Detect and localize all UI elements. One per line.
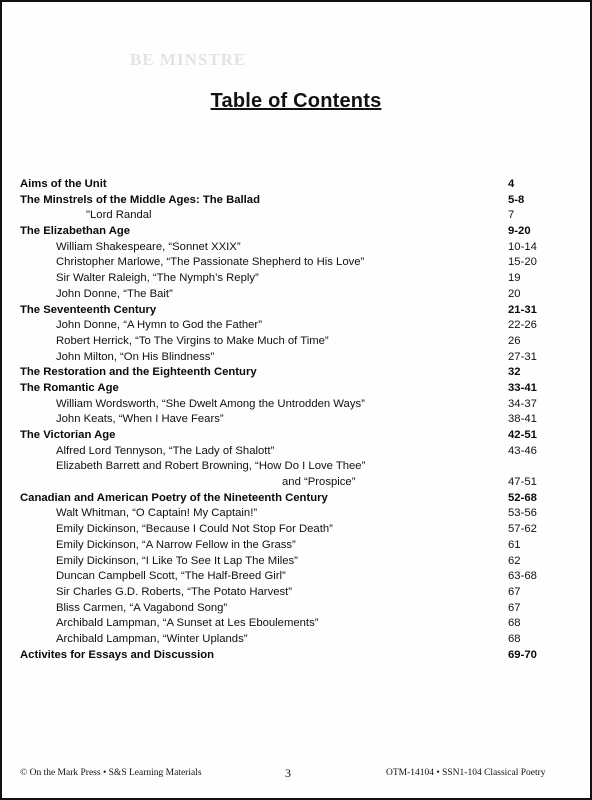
toc-item [20, 412, 580, 428]
toc-page: 32 [508, 366, 521, 379]
toc-item [20, 554, 580, 570]
toc-label: and “Prospice” [282, 476, 356, 489]
toc-page: 15-20 [508, 256, 537, 269]
toc-label: Canadian and American Poetry of the Nineteenth Century [20, 491, 328, 504]
toc-label: John Milton, “On His Blindness” [56, 350, 215, 363]
toc-label: The Victorian Age [20, 429, 116, 441]
toc-label: Sir Charles G.D. Roberts, “The Potato Harvest” [56, 585, 293, 598]
toc-page: 33-41 [508, 381, 537, 394]
toc-label: The Romantic Age [20, 381, 119, 394]
toc-item [20, 585, 580, 601]
toc-page: 43-46 [508, 444, 537, 457]
toc-page: 10-14 [508, 240, 537, 253]
toc-section [20, 177, 580, 193]
toc-section [20, 303, 580, 319]
toc-label: John Donne, “A Hymn to God the Father” [56, 319, 262, 332]
toc-page: 38-41 [508, 413, 537, 426]
toc-label: "Lord Randal [86, 209, 152, 222]
toc-label: Bliss Carmen, “A Vagabond Song” [56, 601, 228, 614]
toc-label: Emily Dickinson, “I Like To See It Lap The Miles” [56, 554, 298, 567]
toc-label: William Wordsworth, “She Dwelt Among the Untrodden Ways” [56, 397, 365, 410]
toc-label: Archibald Lampman, “A Sunset at Les Eboulements” [56, 617, 319, 630]
toc-item [20, 522, 580, 538]
toc-page: 53-56 [508, 507, 537, 520]
toc-section [20, 365, 580, 381]
toc-page: 5-8 [508, 193, 525, 206]
toc-label: Emily Dickinson, “A Narrow Fellow in the Grass” [56, 538, 296, 551]
toc-item [20, 397, 580, 413]
toc-item [20, 506, 580, 522]
toc-section [20, 224, 580, 240]
toc-item [20, 569, 580, 585]
toc-page: 68 [508, 617, 521, 630]
toc-page: 26 [508, 334, 521, 347]
toc-item [20, 208, 580, 224]
toc-item [20, 271, 580, 287]
toc-page: 34-37 [508, 397, 537, 410]
toc-label: Archibald Lampman, “Winter Uplands” [56, 632, 248, 645]
toc-label: The Restoration and the Eighteenth Century [20, 366, 257, 379]
toc-page: 67 [508, 585, 521, 598]
toc-item [20, 240, 580, 256]
toc-page: 20 [508, 287, 521, 300]
toc-section [20, 491, 580, 507]
page-title: Table of Contents [210, 90, 382, 112]
toc-label: John Keats, “When I Have Fears” [56, 413, 224, 426]
toc-section [20, 381, 580, 397]
toc-label: Robert Herrick, “To The Virgins to Make Much of Time” [56, 334, 329, 347]
toc-page: 62 [508, 554, 521, 567]
toc-page: 22-26 [508, 319, 537, 332]
toc-label: Emily Dickinson, “Because I Could Not Stop For Death” [56, 523, 333, 536]
toc-page: 47-51 [508, 476, 537, 489]
toc-label: William Shakespeare, “Sonnet XXIX” [56, 240, 241, 253]
toc-label: Aims of the Unit [20, 178, 107, 190]
toc-label: Elizabeth Barrett and Robert Browning, “How Do I Love Thee” [56, 460, 366, 473]
toc-item-continued [20, 475, 580, 491]
toc-page: 4 [508, 178, 515, 190]
toc-page: 57-62 [508, 523, 537, 536]
toc-page: 21-31 [508, 303, 537, 316]
footer-publisher: © On the Mark Press • S&S Learning Materials [20, 768, 202, 778]
toc-label: Alfred Lord Tennyson, “The Lady of Shalott” [56, 444, 275, 457]
toc-item [20, 444, 580, 460]
toc-label: The Minstrels of the Middle Ages: The Ballad [20, 193, 260, 206]
toc-page: 19 [508, 272, 521, 285]
toc-item [20, 255, 580, 271]
toc-label: Walt Whitman, “O Captain! My Captain!” [56, 507, 258, 520]
toc-page: 42-51 [508, 429, 537, 441]
toc-section [20, 193, 580, 209]
toc-page: 7 [508, 209, 515, 222]
toc-label: The Seventeenth Century [20, 303, 157, 316]
toc-item [20, 334, 580, 350]
toc-page: 27-31 [508, 350, 537, 363]
toc-page: 68 [508, 632, 521, 645]
toc-item [20, 538, 580, 554]
toc-page: 63-68 [508, 570, 537, 583]
toc-page: 52-68 [508, 491, 537, 504]
toc-label: Duncan Campbell Scott, “The Half-Breed Girl” [56, 570, 286, 583]
toc-section [20, 428, 580, 444]
toc-item [20, 459, 580, 475]
toc-label: John Donne, “The Bait” [56, 287, 173, 300]
footer-product-code: OTM-14104 • SSN1-104 Classical Poetry [386, 768, 546, 778]
toc-item [20, 632, 580, 648]
toc-item [20, 318, 580, 334]
toc-item [20, 601, 580, 617]
toc-item [20, 287, 580, 303]
toc-page: 61 [508, 538, 521, 551]
toc-page: 69-70 [508, 648, 537, 661]
toc-item [20, 350, 580, 366]
table-of-contents [20, 177, 580, 663]
background-watermark: BE MINSTRE [130, 50, 247, 69]
toc-page: 9-20 [508, 225, 531, 238]
toc-page: 67 [508, 601, 521, 614]
toc-label: Sir Walter Raleigh, “The Nymph’s Reply” [56, 272, 259, 285]
footer-page-number: 3 [285, 766, 291, 780]
toc-section [20, 648, 580, 664]
page-footer [2, 768, 590, 784]
toc-item [20, 616, 580, 632]
toc-label: Christopher Marlowe, “The Passionate Shepherd to His Love” [56, 256, 365, 269]
toc-label: Activites for Essays and Discussion [20, 648, 215, 661]
toc-label: The Elizabethan Age [20, 225, 131, 238]
